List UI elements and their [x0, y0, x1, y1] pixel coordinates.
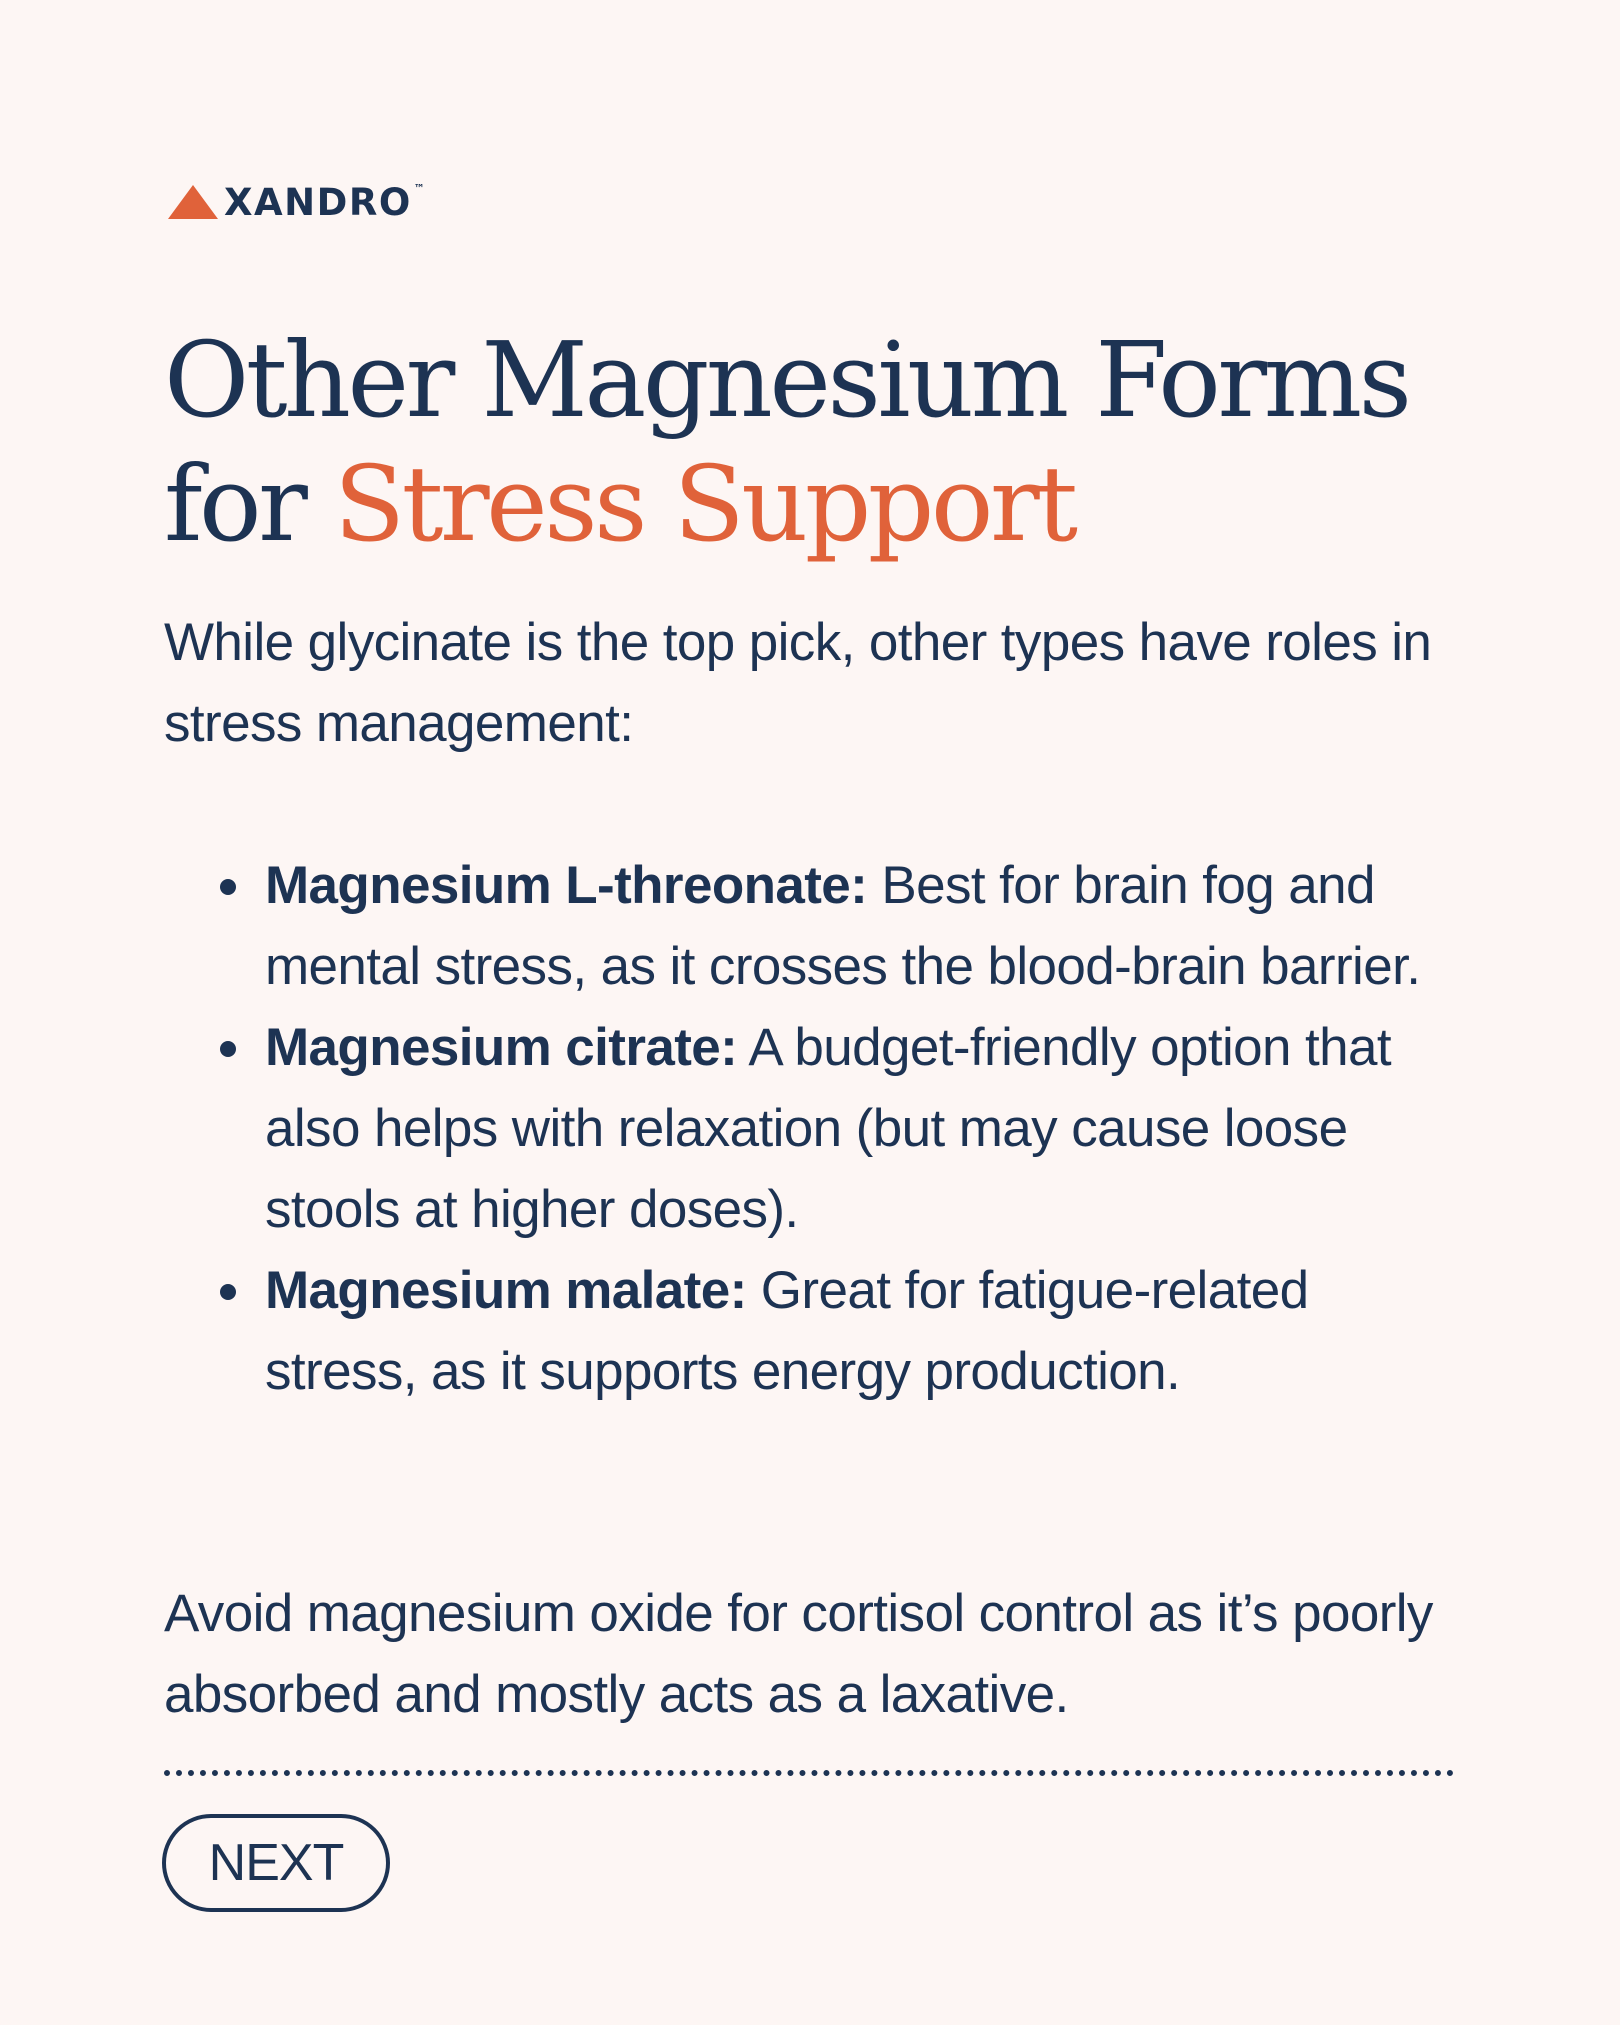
page-title [164, 318, 1409, 566]
title-line-1: Other Magnesium Forms [164, 319, 1409, 441]
list-item [265, 1250, 1465, 1412]
brand-logo [168, 180, 425, 224]
magnesium-forms-list [265, 845, 1465, 1412]
triangle-logo-icon [168, 185, 218, 219]
bullet-text: A budget-friendly option that also helps with relaxation (but may cause loose stools at higher doses). [265, 1018, 1392, 1239]
dotted-divider [164, 1770, 1454, 1776]
bullet-text: Best for brain fog and mental stress, as it crosses the blood-brain barrier. [265, 856, 1421, 996]
brand-name: XANDRO [224, 180, 412, 224]
bullet-term: Magnesium L-threonate: [265, 856, 868, 915]
outro-paragraph: Avoid magnesium oxide for cortisol control as it’s poorly absorbed and mostly acts as a laxative. [164, 1584, 1433, 1724]
bullet-term: Magnesium malate: [265, 1261, 747, 1320]
list-item [265, 845, 1465, 1007]
next-button[interactable]: NEXT [162, 1814, 390, 1912]
list-item [265, 1007, 1465, 1250]
bullet-term: Magnesium citrate: [265, 1018, 738, 1077]
intro-paragraph: While glycinate is the top pick, other types have roles in stress management: [164, 613, 1432, 753]
bullet-text: Great for fatigue-related stress, as it supports energy production. [265, 1261, 1309, 1401]
title-line-2-prefix: for [164, 443, 334, 565]
title-accent-text: Stress Support [333, 443, 1075, 565]
trademark-symbol: ™ [413, 182, 425, 195]
